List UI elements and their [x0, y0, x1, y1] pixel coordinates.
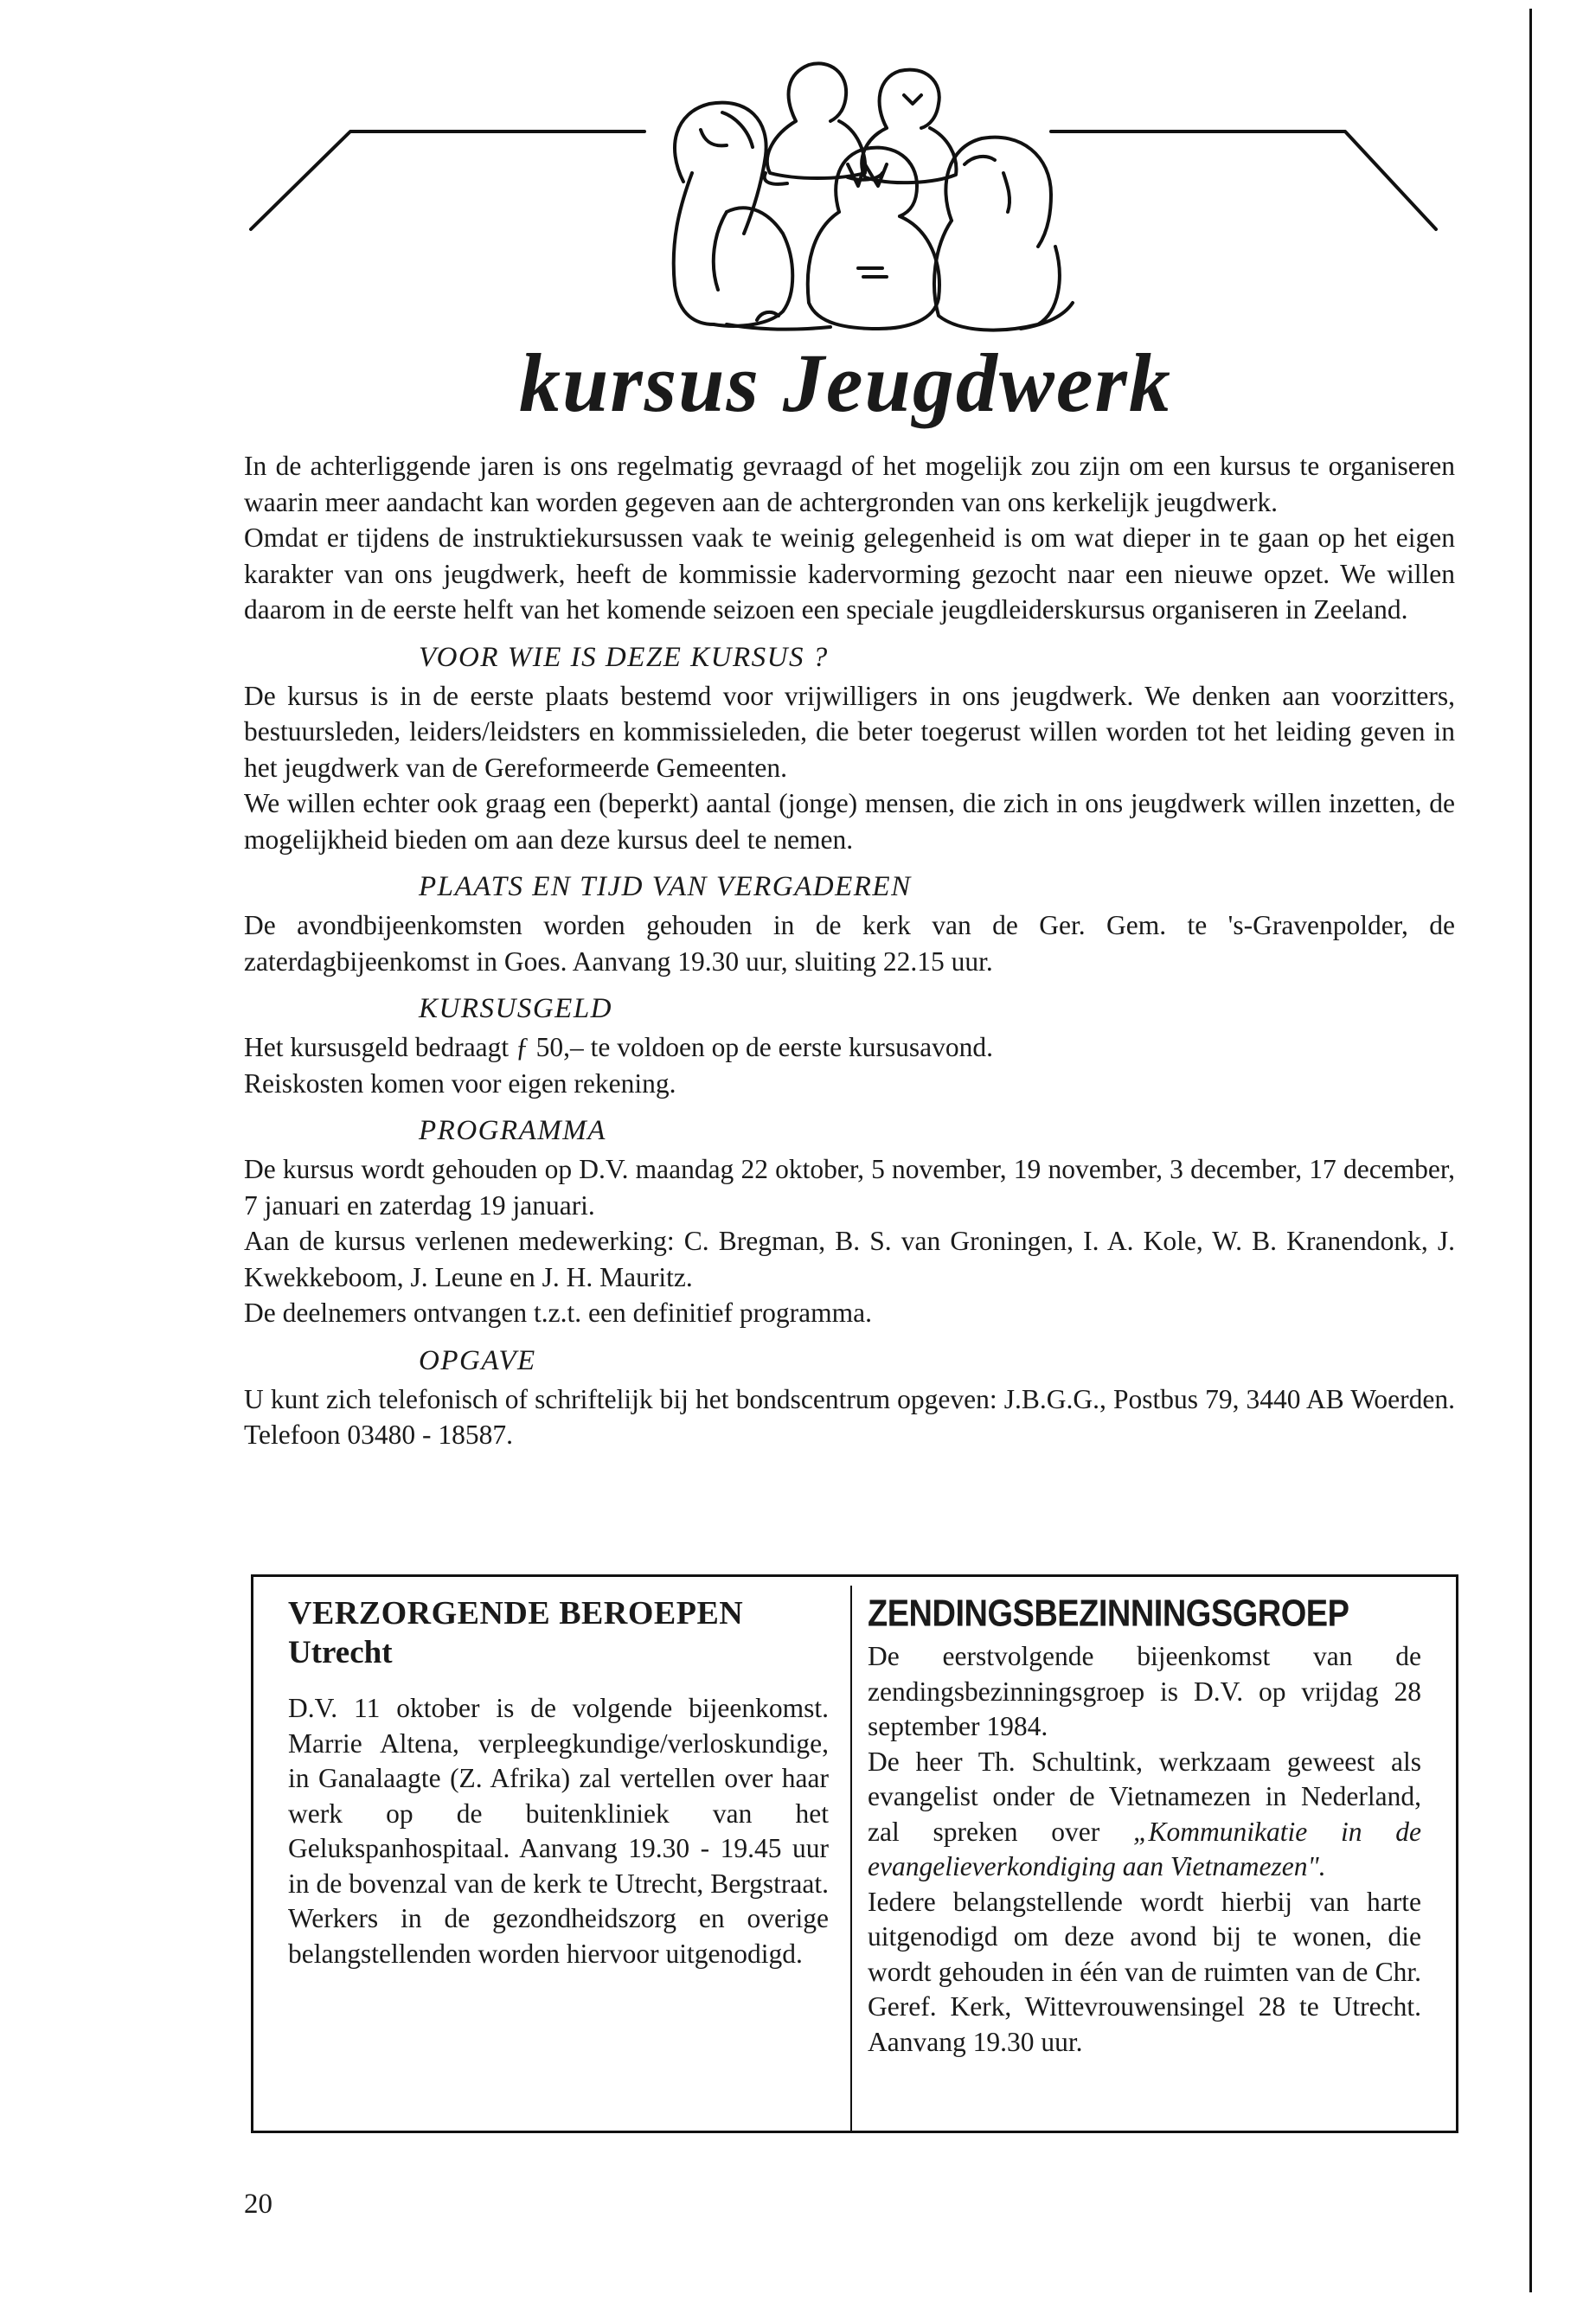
section-paragraph: U kunt zich telefonisch of schriftelijk bij het bondscentrum opgeven: J.B.G.G., Postbus 79, 3440 AB Woerden. Telefoon 03480 - 18587. — [244, 1383, 1455, 1450]
section-paragraph: De kursus is in de eerste plaats bestemd voor vrijwilligers in ons jeugdwerk. We denken aan voorzitters, bestuursleden, leiders/leidsters en kommissieleden, die beter toegerust willen worden tot het leiding geven in het jeugdwerk van de Gereformeerde Gemeenten. — [244, 680, 1455, 783]
announcement-verzorgende-beroepen — [288, 1577, 829, 1971]
announcement-paragraph — [868, 1745, 1421, 1885]
intro-paragraph-1: In de achterliggende jaren is ons regelmatig gevraagd of het mogelijk zou zijn om een kursus te organiseren waarin meer aandacht kan worden gegeven aan de achtergronden van ons kerkelijk jeugdwerk. — [244, 451, 1455, 517]
article-body — [244, 448, 1455, 1453]
intro-paragraph-2: Omdat er tijdens de instruktiekursussen vaak te weinig gelegenheid is om wat dieper in te gaan op het eigen karakter van ons jeugdwerk, heeft de kommissie kadervorming gezocht naar een nieuwe opzet. We willen daarom in de eerste helft van het komende seizoen een speciale jeugdleiderskursus organiseren in Zeeland. — [244, 522, 1455, 625]
section-heading-programma: PROGRAMMA — [419, 1115, 606, 1146]
section-heading-opgave: OPGAVE — [419, 1344, 536, 1376]
left-horizon-line — [251, 131, 644, 229]
youth-group-illustration — [242, 26, 1471, 337]
article-title: kursus Jeugdwerk — [519, 336, 1172, 429]
lecture-title: „Kommunikatie in de evangelieverkondiging aan Vietnamezen". — [868, 1816, 1422, 1881]
announcement-zendingsbezinningsgroep — [868, 1577, 1421, 2060]
announcement-heading: VERZORGENDE BEROEPEN — [288, 1595, 744, 1631]
section-paragraph: Het kursusgeld bedraagt ƒ 50,– te voldoen op de eerste kursusavond. — [244, 1032, 994, 1062]
section-paragraph: De kursus wordt gehouden op D.V. maandag 22 oktober, 5 november, 19 november, 3 december, 17 december, 7 januari en zaterdag 19 januari. — [244, 1154, 1455, 1221]
section-paragraph: We willen echter ook graag een (beperkt) aantal (jonge) mensen, die zich in ons jeugdwerk willen inzetten, de mogelijkheid bieden om aan deze kursus deel te nemen. — [244, 788, 1455, 855]
announcements-box — [251, 1574, 1458, 2133]
section-paragraph: De avondbijeenkomsten worden gehouden in de kerk van de Ger. Gem. te 's-Gravenpolder, de zaterdagbijeenkomst in Goes. Aanvang 19.30 uur, sluiting 22.15 uur. — [244, 910, 1455, 977]
announcement-paragraph: Iedere belangstellende wordt hierbij van harte uitgenodigd om deze avond bij te wonen, die wordt gehouden in één van de ruimten van de Chr. Geref. Kerk, Wittevrouwensingel 28 te Utrecht. Aanvang 19.30 uur. — [868, 1886, 1421, 2057]
section-heading-voor-wie: VOOR WIE IS DEZE KURSUS ? — [419, 641, 829, 673]
announcement-paragraph: De eerstvolgende bijeenkomst van de zendingsbezinningsgroep is D.V. op vrijdag 28 september 1984. — [868, 1641, 1421, 1741]
page-edge-rule — [1529, 9, 1532, 2292]
announcement-text: D.V. 11 oktober is de volgende bijeenkomst. Marrie Altena, verpleegkundige/verloskundige, in Ganalaagte (Z. Afrika) zal vertellen over haar werk op de buitenkliniek van het Gelukspanhospitaal. Aanvang 19.30 - 19.45 uur in de bovenzal van de kerk te Utrecht, Bergstraat. Werkers in de gezondheidszorg en overige belangstellenden worden hiervoor uitgenodigd. — [288, 1693, 829, 1969]
announcement-heading: ZENDINGSBEZINNINGSGROEP — [868, 1593, 1349, 1635]
announcement-subheading: Utrecht — [288, 1635, 393, 1670]
section-paragraph: Aan de kursus verlenen medewerking: C. Bregman, B. S. van Groningen, I. A. Kole, W. B. Kranendonk, J. Kwekkeboom, J. Leune en J. H. Mauritz. — [244, 1226, 1455, 1292]
section-paragraph: De deelnemers ontvangen t.z.t. een definitief programma. — [244, 1298, 872, 1328]
column-divider — [850, 1586, 852, 2131]
announcement-paragraph-start: De heer Th. Schultink, werkzaam geweest als evangelist onder de Vietnamezen in Nederland, zal spreken over — [868, 1746, 1421, 1847]
section-heading-kursusgeld: KURSUSGELD — [419, 993, 613, 1024]
section-heading-plaats-en-tijd: PLAATS EN TIJD VAN VERGADEREN — [419, 871, 912, 902]
right-horizon-line — [1051, 131, 1436, 229]
page-number: 20 — [244, 2189, 272, 2220]
section-paragraph: Reiskosten komen voor eigen rekening. — [244, 1067, 676, 1099]
